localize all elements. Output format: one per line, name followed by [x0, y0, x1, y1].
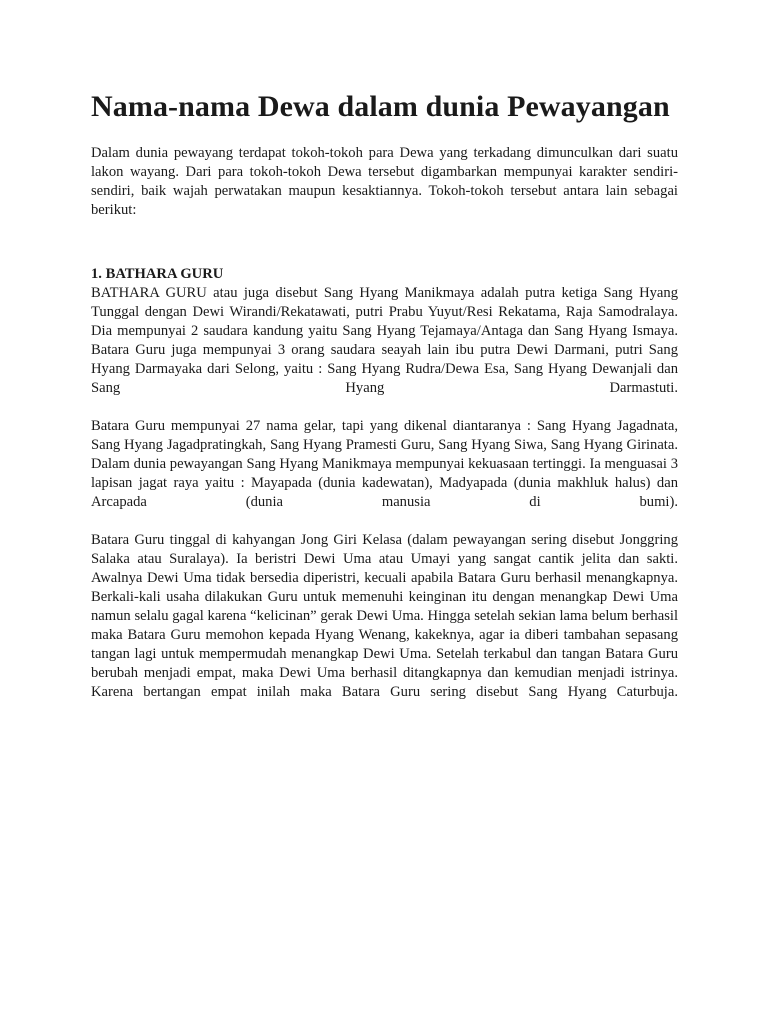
document-page	[91, 88, 678, 702]
paragraph-spacer	[91, 398, 678, 417]
section-heading: 1. BATHARA GURU	[91, 266, 224, 282]
document-title: Nama-nama Dewa dalam dunia Pewayangan	[91, 90, 670, 123]
body-paragraph-3: Batara Guru tinggal di kahyangan Jong Giri Kelasa (dalam pewayangan sering disebut Jonggring Salaka atau Suralaya). Ia beristri Dewi Uma atau Umayi yang sangat cantik jelita dan sakti. Awalnya Dewi Uma tidak bersedia diperistri, kecuali apabila Batara Guru berhasil menangkapnya. Berkali-kali usaha dilakukan Guru untuk memenuhi keinginan itu dengan menangkap Dewi Uma namun selalu gagal karena “kelicinan” gerak Dewi Uma. Hingga setelah sekian lama belum berhasil maka Batara Guru memohon kepada Hyang Wenang, kakeknya, agar ia diberi tambahan sepasang tangan lagi untuk mempermudah menangkap Dewi Uma. Setelah terkabul dan tangan Batara Guru berubah menjadi empat, maka Dewi Uma berhasil ditangkapnya dan kemudian menjadi istrinya. Karena bertangan empat inilah maka Batara Guru sering disebut Sang Hyang Caturbuja.	[91, 532, 678, 700]
body-paragraph-2: Batara Guru mempunyai 27 nama gelar, tapi yang dikenal diantaranya : Sang Hyang Jagadnata, Sang Hyang Jagadpratingkah, Sang Hyang Pramesti Guru, Sang Hyang Siwa, Sang Hyang Girinata. Dalam dunia pewayangan Sang Hyang Manikmaya mempunyai kekuasaan tertinggi. Ia menguasai 3 lapisan jagat raya yaitu : Mayapada (dunia kadewatan), Madyapada (dunia makhluk halus) dan Arcapada (dunia manusia di bumi).	[91, 418, 678, 510]
body-paragraph-1: BATHARA GURU atau juga disebut Sang Hyang Manikmaya adalah putra ketiga Sang Hyang Tunggal dengan Dewi Wirandi/Rekatawati, putri Prabu Yuyut/Resi Rekatama, Raja Samodralaya. Dia mempunyai 2 saudara kandung yaitu Sang Hyang Tejamaya/Antaga dan Sang Hyang Ismaya. Batara Guru juga mempunyai 3 orang saudara seayah lain ibu putra Dewi Darmani, putri Sang Hyang Darmayaka dari Selong, yaitu : Sang Hyang Rudra/Dewa Esa, Sang Hyang Dewanjali dan Sang Hyang Darmastuti.	[91, 285, 678, 396]
paragraph-spacer	[91, 512, 678, 531]
intro-paragraph: Dalam dunia pewayang terdapat tokoh-tokoh para Dewa yang terkadang dimunculkan dari suatu lakon wayang. Dari para tokoh-tokoh Dewa tersebut digambarkan mempunyai karakter sendiri-sendiri, baik wajah perwatakan maupun kesaktiannya. Tokoh-tokoh tersebut antara lain sebagai berikut:	[91, 145, 678, 218]
